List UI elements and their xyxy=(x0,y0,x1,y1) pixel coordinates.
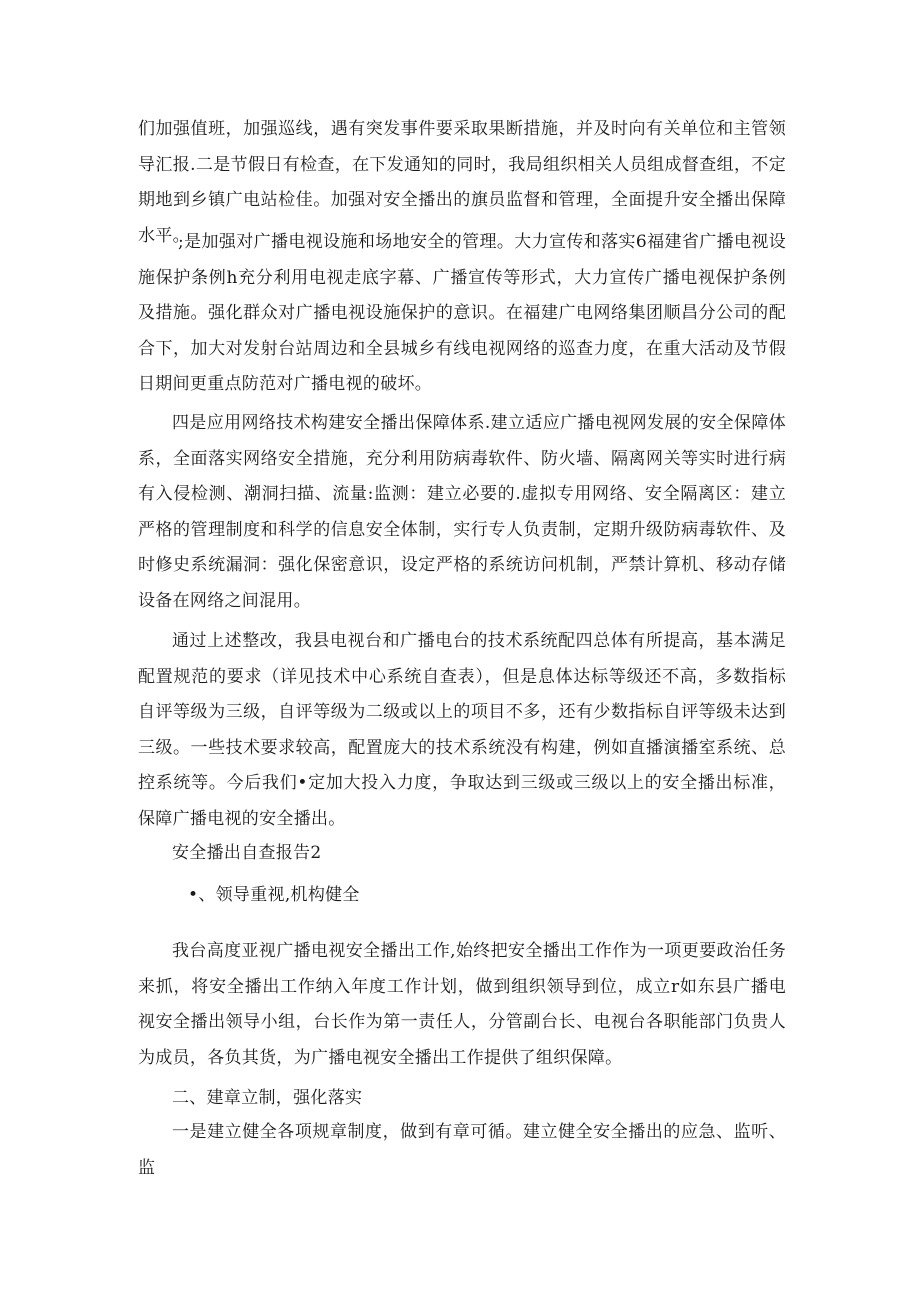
report-title: 安全播出自查报告2 xyxy=(172,843,322,863)
paragraph-network-security: 四是应用网络技术构建安全播出保障体系.建立适应广播电视网发展的安全保障体系，全面落实网络安全措施，充分利用防病毒软件、防火墙、隔离网关等实时进行病有入侵检测、潮洞扫描、流量:监测：建立必要的.虚拟专用网络、安全隔离区：建立严格的管理制度和科学的信息安全体制，实行专人负责制，定期升级防病毒软件、及时修史系统漏洞：强化保密意识，设定严格的系统访问机制，严禁计算机、移动存储设备在网络之间混用。 xyxy=(138,413,786,611)
paragraph-duty-and-inspection: 们加强值班，加强巡线，遇有突发事件要采取果断措施，并及时向有关单位和主管领导汇报.二是节假日有检查，在下发通知的同时，我局组织相关人员组成督查组，不定期地到乡镇广电站检佳。加强对安全播出的旗员监督和管理，全面提升安全播出保障水平。 xyxy=(138,119,786,246)
paragraph-leadership-group: 我台高度亚视广播电视安全播出工作,始终把安全播出工作作为一项更要政治任务来抓，将安全播出工作纳入年度工作计划，做到组织领导到位，成立r如东县广播电视安全播出领导小组，台长作为第一责任人，分管副台长、电视台各职能部门负贵人为成员，各负其货，为广播电视安全播出工作提供了组织保障。 xyxy=(138,941,786,1068)
paragraph-rules-system: 一是建立健全各项规章制度，做到有章可循。建立健全安全播出的应急、监听、监 xyxy=(138,1122,786,1178)
paragraph-facility-protection: ;是加强对广播电视设施和场地安全的管理。大力宣传和落实6福建省广播电视设施保护条例h充分利用电视走底字幕、广播宣传等形式，大力宣传广播电视保护条例及措施。强化群众对广播电视设施保护的意识。在福建广电网络集团顺昌分公司的配合下，加大对发射台站周边和全县城乡有线电视网络的巡查力度，在重大活动及节假日期间更重点防范对广播电视的破坏。 xyxy=(138,232,786,395)
section-heading-regulations: 二、建章立制，强化落实 xyxy=(172,1088,363,1108)
paragraph-rectification-summary: 通过上述整改，我县电视台和广播电台的技术系统配四总体有所提高，基本满足配置规范的要求（详见技术中心系统自查表），但是息体达标等级还不高，多数指标自评等级为三级，自评等级为二级或以上的项目不多，还有少数指标自评等级未达到三级。一些技术要求较高，配置庞大的技术系统没有构建，例如直播演播室系统、总控系统等。今后我们•定加大投入力度，争取达到三级或三级以上的安全播出标准，保障广播电视的安全播出。 xyxy=(138,631,786,829)
section-heading-leadership: •、领导重视,机构健全 xyxy=(188,885,360,905)
